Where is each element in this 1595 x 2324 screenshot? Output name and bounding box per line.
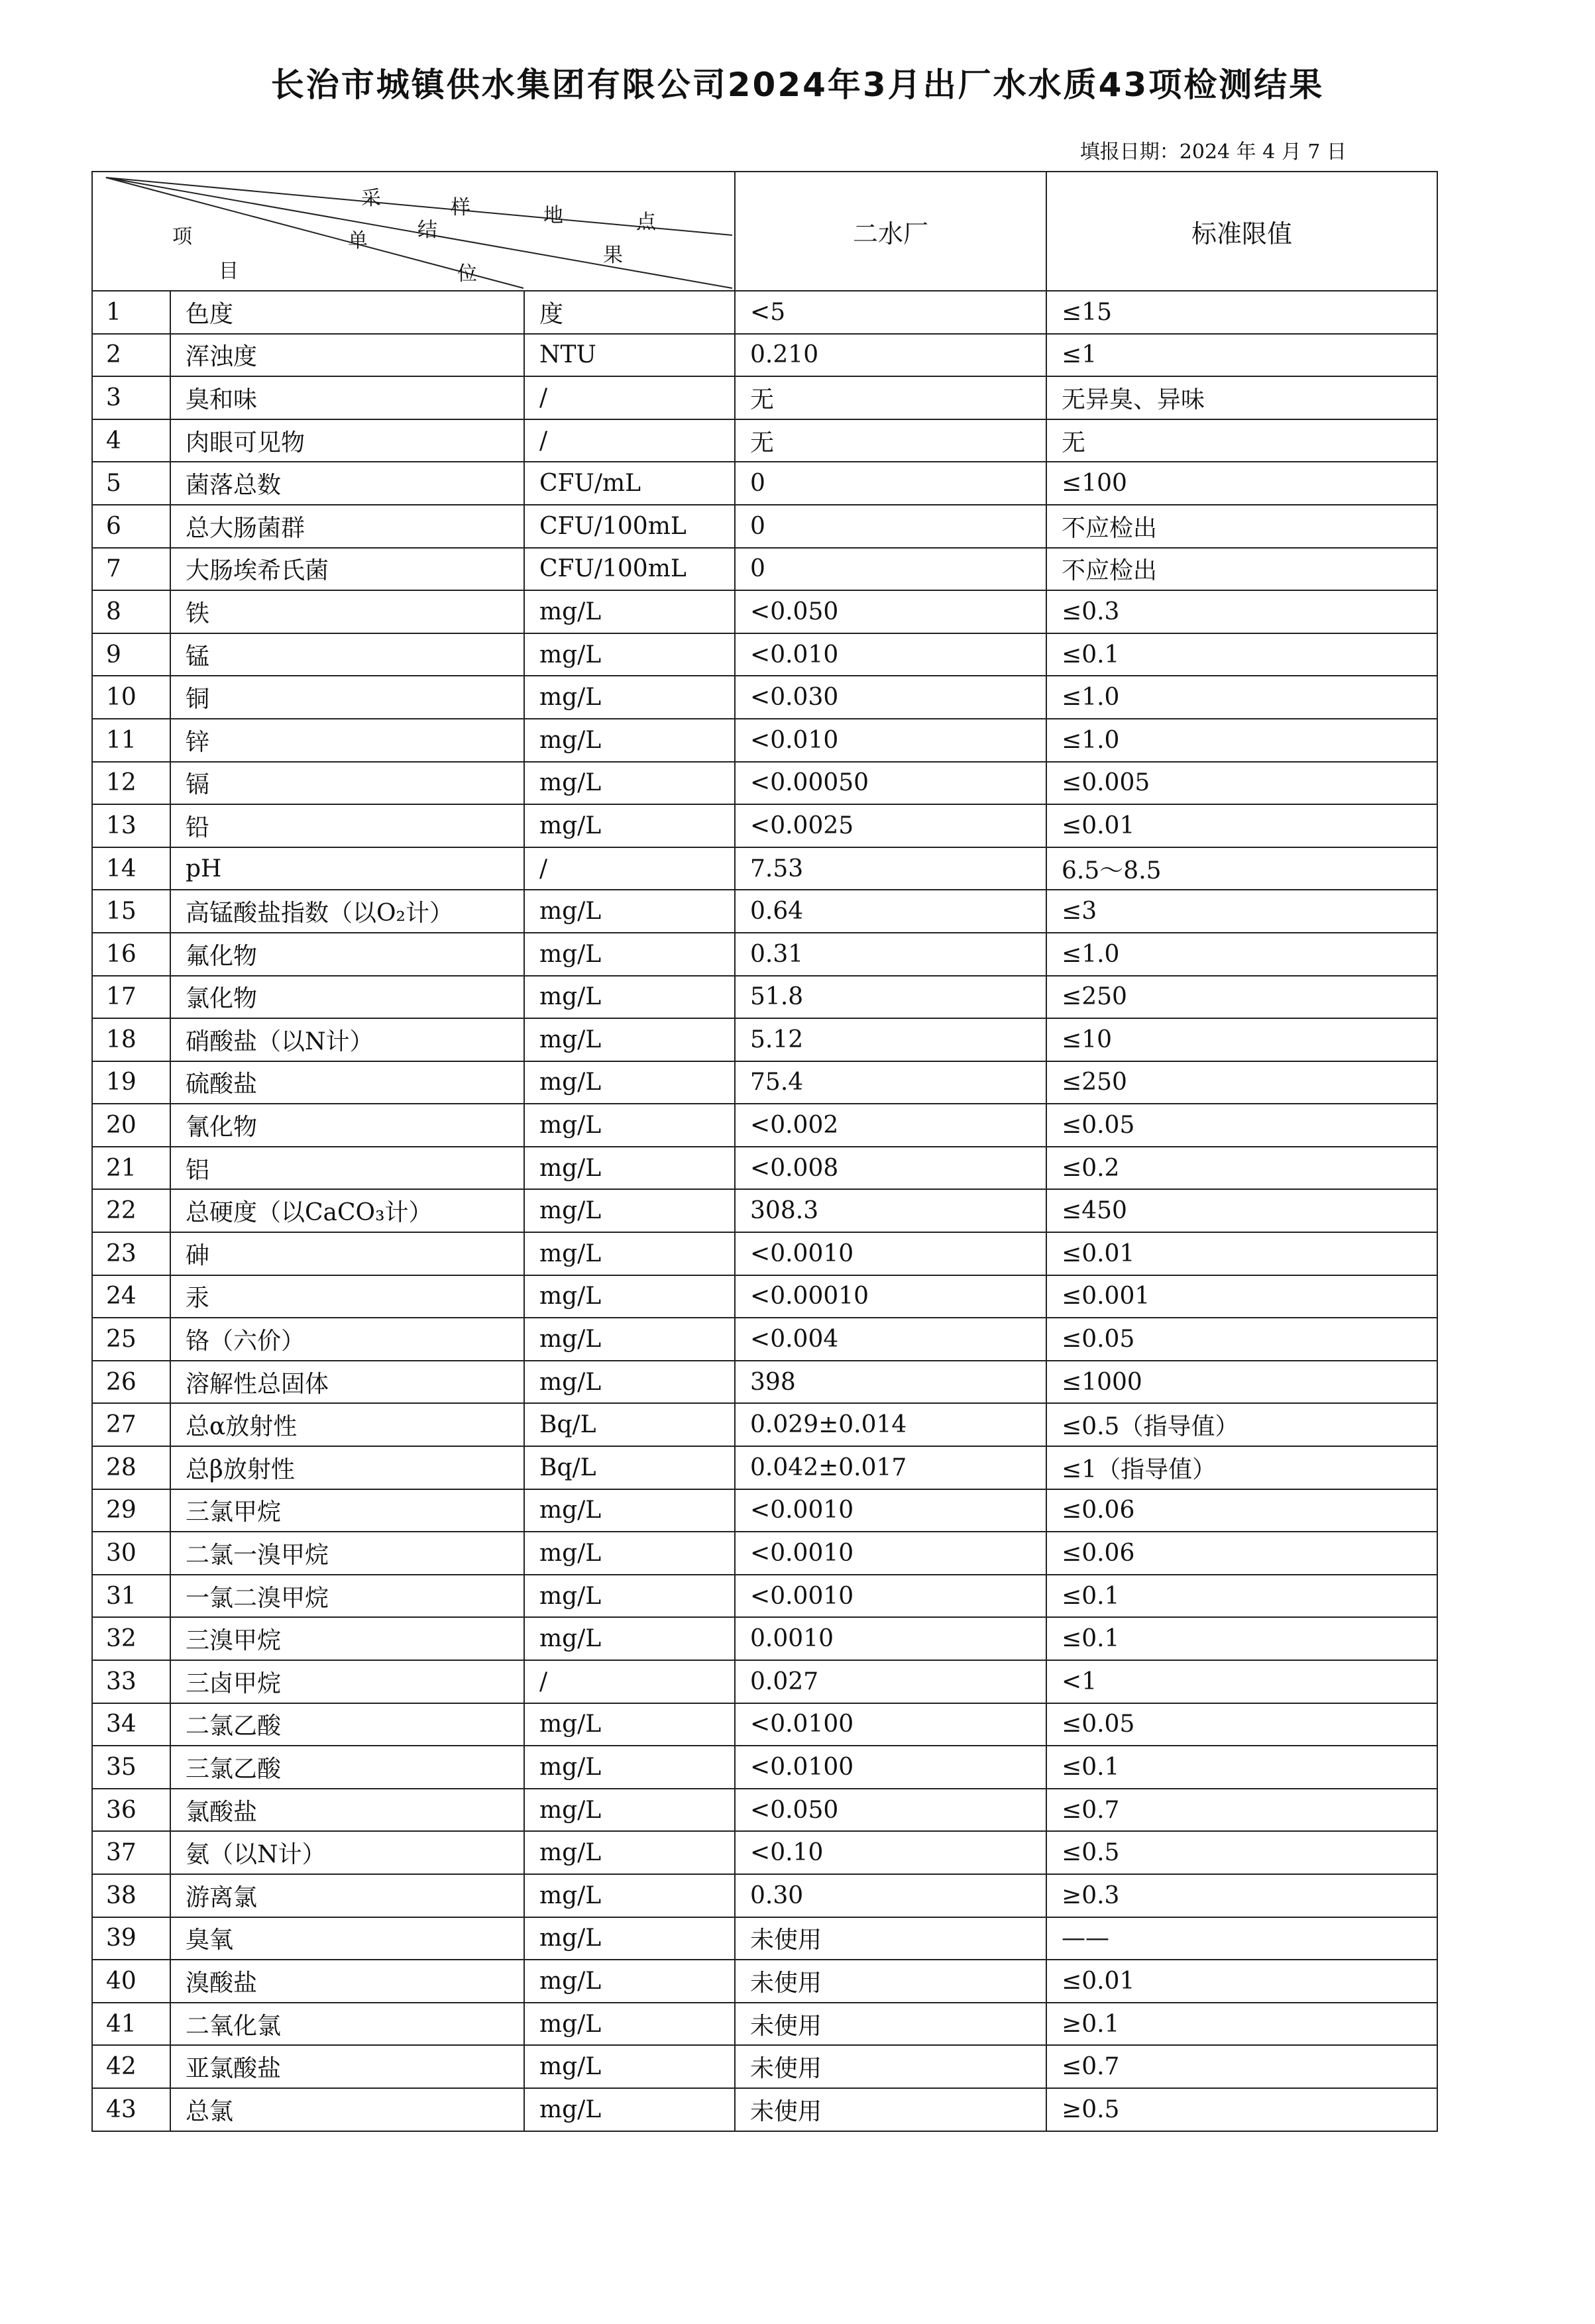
cell-item: 亚氯酸盐 bbox=[170, 2045, 524, 2088]
table-row bbox=[92, 847, 1437, 890]
cell-unit: mg/L bbox=[524, 1361, 735, 1404]
cell-value: 75.4 bbox=[735, 1061, 1046, 1104]
cell-unit: mg/L bbox=[524, 1061, 735, 1104]
table-row bbox=[92, 334, 1437, 377]
cell-number: 24 bbox=[92, 1275, 170, 1318]
cell-value: 51.8 bbox=[735, 976, 1046, 1019]
header-char: 位 bbox=[457, 262, 477, 286]
header-char: 点 bbox=[636, 211, 656, 234]
cell-limit: ≤0.1 bbox=[1046, 1575, 1437, 1618]
cell-number: 29 bbox=[92, 1489, 170, 1532]
cell-value: <0.0025 bbox=[735, 804, 1046, 847]
cell-limit: ≤0.7 bbox=[1046, 1789, 1437, 1832]
cell-item: 铜 bbox=[170, 676, 524, 719]
cell-unit: mg/L bbox=[524, 1532, 735, 1575]
table-row bbox=[92, 1960, 1437, 2003]
cell-unit: mg/L bbox=[524, 1617, 735, 1660]
cell-item: 大肠埃希氏菌 bbox=[170, 548, 524, 591]
cell-item: 硝酸盐（以N计） bbox=[170, 1018, 524, 1061]
cell-unit: / bbox=[524, 1660, 735, 1703]
cell-item: 氯酸盐 bbox=[170, 1789, 524, 1832]
table-row bbox=[92, 1446, 1437, 1489]
table-row bbox=[92, 1789, 1437, 1832]
cell-unit: mg/L bbox=[524, 1104, 735, 1147]
cell-item: 氟化物 bbox=[170, 933, 524, 976]
cell-unit: mg/L bbox=[524, 1831, 735, 1874]
cell-limit: ≤0.05 bbox=[1046, 1703, 1437, 1746]
cell-item: 臭氧 bbox=[170, 1917, 524, 1960]
cell-limit: ≤250 bbox=[1046, 976, 1437, 1019]
cell-unit: mg/L bbox=[524, 1232, 735, 1275]
report-date: 填报日期：2024 年 4 月 7 日 bbox=[1079, 140, 1347, 164]
cell-unit: mg/L bbox=[524, 1874, 735, 1917]
cell-number: 36 bbox=[92, 1789, 170, 1832]
cell-number: 9 bbox=[92, 633, 170, 676]
table-row bbox=[92, 633, 1437, 676]
table-row bbox=[92, 548, 1437, 591]
cell-limit: 无 bbox=[1046, 419, 1437, 462]
cell-item: 锰 bbox=[170, 633, 524, 676]
table-row bbox=[92, 933, 1437, 976]
cell-number: 42 bbox=[92, 2045, 170, 2088]
cell-value: 5.12 bbox=[735, 1018, 1046, 1061]
cell-limit: ≤100 bbox=[1046, 462, 1437, 505]
table-row bbox=[92, 1403, 1437, 1446]
table-row bbox=[92, 1532, 1437, 1575]
table-row bbox=[92, 804, 1437, 847]
cell-number: 38 bbox=[92, 1874, 170, 1917]
cell-value: <0.010 bbox=[735, 719, 1046, 762]
cell-value: 无 bbox=[735, 376, 1046, 419]
table-row bbox=[92, 2088, 1437, 2131]
cell-number: 22 bbox=[92, 1189, 170, 1232]
cell-value: 0.029±0.014 bbox=[735, 1403, 1046, 1446]
cell-value: <0.00050 bbox=[735, 762, 1046, 805]
table-row bbox=[92, 2045, 1437, 2088]
cell-item: 二氯一溴甲烷 bbox=[170, 1532, 524, 1575]
cell-value: 308.3 bbox=[735, 1189, 1046, 1232]
cell-number: 39 bbox=[92, 1917, 170, 1960]
cell-item: 总α放射性 bbox=[170, 1403, 524, 1446]
table-row bbox=[92, 1147, 1437, 1190]
cell-limit: <1 bbox=[1046, 1660, 1437, 1703]
cell-number: 37 bbox=[92, 1831, 170, 1874]
cell-number: 18 bbox=[92, 1018, 170, 1061]
cell-item: 肉眼可见物 bbox=[170, 419, 524, 462]
table-row bbox=[92, 1318, 1437, 1361]
cell-value: 7.53 bbox=[735, 847, 1046, 890]
cell-number: 7 bbox=[92, 548, 170, 591]
table-row bbox=[92, 376, 1437, 419]
cell-number: 28 bbox=[92, 1446, 170, 1489]
cell-limit: ≤0.1 bbox=[1046, 1617, 1437, 1660]
cell-unit: CFU/100mL bbox=[524, 548, 735, 591]
cell-limit: ≤0.2 bbox=[1046, 1147, 1437, 1190]
header-char: 地 bbox=[543, 204, 563, 227]
header-char: 目 bbox=[219, 260, 239, 283]
table-row bbox=[92, 1275, 1437, 1318]
cell-value: 0.210 bbox=[735, 334, 1046, 377]
cell-limit: ≥0.1 bbox=[1046, 2003, 1437, 2046]
cell-limit: ≤15 bbox=[1046, 291, 1437, 334]
cell-value: <0.0010 bbox=[735, 1575, 1046, 1618]
header-char: 单 bbox=[348, 229, 368, 252]
cell-number: 14 bbox=[92, 847, 170, 890]
cell-limit: ≤1 bbox=[1046, 334, 1437, 377]
header-char: 果 bbox=[603, 244, 623, 267]
cell-item: 铅 bbox=[170, 804, 524, 847]
cell-unit: mg/L bbox=[524, 2088, 735, 2131]
cell-unit: mg/L bbox=[524, 976, 735, 1019]
cell-limit: ≤0.5 bbox=[1046, 1831, 1437, 1874]
cell-unit: mg/L bbox=[524, 1275, 735, 1318]
cell-unit: mg/L bbox=[524, 676, 735, 719]
cell-item: 高锰酸盐指数（以O₂计） bbox=[170, 890, 524, 933]
cell-unit: mg/L bbox=[524, 1147, 735, 1190]
cell-unit: mg/L bbox=[524, 1189, 735, 1232]
cell-item: 三卤甲烷 bbox=[170, 1660, 524, 1703]
table-row bbox=[92, 1575, 1437, 1618]
cell-number: 10 bbox=[92, 676, 170, 719]
cell-item: 二氯乙酸 bbox=[170, 1703, 524, 1746]
cell-item: 浑浊度 bbox=[170, 334, 524, 377]
cell-value: <0.030 bbox=[735, 676, 1046, 719]
cell-value: 0.027 bbox=[735, 1660, 1046, 1703]
cell-limit: ≤1000 bbox=[1046, 1361, 1437, 1404]
cell-item: 三氯乙酸 bbox=[170, 1746, 524, 1789]
table-row bbox=[92, 505, 1437, 548]
cell-value: 未使用 bbox=[735, 2003, 1046, 2046]
cell-number: 27 bbox=[92, 1403, 170, 1446]
cell-limit: ≤0.06 bbox=[1046, 1532, 1437, 1575]
cell-number: 12 bbox=[92, 762, 170, 805]
table-header-row bbox=[92, 172, 1437, 291]
cell-limit: 6.5～8.5 bbox=[1046, 847, 1437, 890]
cell-limit: ≥0.5 bbox=[1046, 2088, 1437, 2131]
cell-limit: ≤0.1 bbox=[1046, 1746, 1437, 1789]
table-row bbox=[92, 976, 1437, 1019]
cell-unit: mg/L bbox=[524, 590, 735, 633]
cell-number: 4 bbox=[92, 419, 170, 462]
cell-unit: mg/L bbox=[524, 762, 735, 805]
cell-unit: mg/L bbox=[524, 1703, 735, 1746]
cell-unit: Bq/L bbox=[524, 1446, 735, 1489]
cell-unit: Bq/L bbox=[524, 1403, 735, 1446]
cell-value: <0.010 bbox=[735, 633, 1046, 676]
cell-unit: mg/L bbox=[524, 1489, 735, 1532]
cell-unit: CFU/100mL bbox=[524, 505, 735, 548]
cell-unit: mg/L bbox=[524, 1917, 735, 1960]
table-row bbox=[92, 1917, 1437, 1960]
table-row bbox=[92, 1104, 1437, 1147]
cell-number: 2 bbox=[92, 334, 170, 377]
cell-number: 23 bbox=[92, 1232, 170, 1275]
cell-value: <0.0010 bbox=[735, 1232, 1046, 1275]
cell-item: 总硬度（以CaCO₃计） bbox=[170, 1189, 524, 1232]
table-row bbox=[92, 1660, 1437, 1703]
cell-item: 锌 bbox=[170, 719, 524, 762]
table-row bbox=[92, 1489, 1437, 1532]
cell-value: 未使用 bbox=[735, 2045, 1046, 2088]
cell-item: 汞 bbox=[170, 1275, 524, 1318]
cell-limit: ≤0.01 bbox=[1046, 804, 1437, 847]
cell-number: 41 bbox=[92, 2003, 170, 2046]
table-row bbox=[92, 719, 1437, 762]
cell-number: 11 bbox=[92, 719, 170, 762]
cell-value: <0.0010 bbox=[735, 1532, 1046, 1575]
cell-limit: ≤1.0 bbox=[1046, 676, 1437, 719]
table-row bbox=[92, 462, 1437, 505]
table-row bbox=[92, 1232, 1437, 1275]
cell-unit: mg/L bbox=[524, 719, 735, 762]
cell-item: 二氧化氯 bbox=[170, 2003, 524, 2046]
cell-number: 33 bbox=[92, 1660, 170, 1703]
table-row bbox=[92, 1746, 1437, 1789]
cell-number: 5 bbox=[92, 462, 170, 505]
cell-limit: ≥0.3 bbox=[1046, 1874, 1437, 1917]
cell-number: 43 bbox=[92, 2088, 170, 2131]
cell-number: 40 bbox=[92, 1960, 170, 2003]
cell-item: 硫酸盐 bbox=[170, 1061, 524, 1104]
cell-item: 三溴甲烷 bbox=[170, 1617, 524, 1660]
cell-unit: / bbox=[524, 376, 735, 419]
cell-item: 氨（以N计） bbox=[170, 1831, 524, 1874]
cell-limit: 不应检出 bbox=[1046, 548, 1437, 591]
cell-value: 0.30 bbox=[735, 1874, 1046, 1917]
header-char: 结 bbox=[417, 219, 437, 242]
cell-limit: ≤1.0 bbox=[1046, 719, 1437, 762]
cell-item: 溴酸盐 bbox=[170, 1960, 524, 2003]
cell-value: 0.31 bbox=[735, 933, 1046, 976]
cell-value: <0.004 bbox=[735, 1318, 1046, 1361]
cell-value: <0.008 bbox=[735, 1147, 1046, 1190]
cell-unit: / bbox=[524, 419, 735, 462]
cell-number: 16 bbox=[92, 933, 170, 976]
cell-item: 三氯甲烷 bbox=[170, 1489, 524, 1532]
cell-number: 17 bbox=[92, 976, 170, 1019]
cell-item: 一氯二溴甲烷 bbox=[170, 1575, 524, 1618]
cell-item: 总大肠菌群 bbox=[170, 505, 524, 548]
cell-unit: mg/L bbox=[524, 633, 735, 676]
table-row bbox=[92, 1018, 1437, 1061]
cell-value: 0 bbox=[735, 548, 1046, 591]
cell-limit: ≤250 bbox=[1046, 1061, 1437, 1104]
diagonal-header-cell bbox=[92, 172, 735, 291]
cell-value: 0 bbox=[735, 462, 1046, 505]
cell-limit: 不应检出 bbox=[1046, 505, 1437, 548]
cell-unit: / bbox=[524, 847, 735, 890]
table-row bbox=[92, 1189, 1437, 1232]
cell-value: <0.0100 bbox=[735, 1746, 1046, 1789]
cell-unit: 度 bbox=[524, 291, 735, 334]
header-char: 采 bbox=[361, 187, 381, 210]
cell-unit: mg/L bbox=[524, 2045, 735, 2088]
cell-value: 0.0010 bbox=[735, 1617, 1046, 1660]
cell-limit: ≤0.1 bbox=[1046, 633, 1437, 676]
table-row bbox=[92, 590, 1437, 633]
cell-limit: ≤0.3 bbox=[1046, 590, 1437, 633]
cell-unit: NTU bbox=[524, 334, 735, 377]
cell-unit: CFU/mL bbox=[524, 462, 735, 505]
table-row bbox=[92, 2003, 1437, 2046]
cell-item: 砷 bbox=[170, 1232, 524, 1275]
cell-unit: mg/L bbox=[524, 2003, 735, 2046]
cell-item: 色度 bbox=[170, 291, 524, 334]
cell-value: 未使用 bbox=[735, 1960, 1046, 2003]
cell-value: <5 bbox=[735, 291, 1046, 334]
cell-item: 镉 bbox=[170, 762, 524, 805]
cell-value: 未使用 bbox=[735, 2088, 1046, 2131]
cell-limit: ≤0.05 bbox=[1046, 1318, 1437, 1361]
cell-value: <0.0100 bbox=[735, 1703, 1046, 1746]
cell-number: 13 bbox=[92, 804, 170, 847]
cell-limit: ≤0.06 bbox=[1046, 1489, 1437, 1532]
cell-item: 游离氯 bbox=[170, 1874, 524, 1917]
cell-item: 氰化物 bbox=[170, 1104, 524, 1147]
cell-number: 8 bbox=[92, 590, 170, 633]
cell-number: 26 bbox=[92, 1361, 170, 1404]
cell-item: 铬（六价） bbox=[170, 1318, 524, 1361]
cell-limit: 无异臭、异味 bbox=[1046, 376, 1437, 419]
cell-value: <0.10 bbox=[735, 1831, 1046, 1874]
table-row bbox=[92, 676, 1437, 719]
cell-limit: ≤0.005 bbox=[1046, 762, 1437, 805]
table-row bbox=[92, 1831, 1437, 1874]
header-char: 样 bbox=[451, 196, 470, 219]
table-row bbox=[92, 1617, 1437, 1660]
cell-unit: mg/L bbox=[524, 1960, 735, 2003]
cell-value: 0.042±0.017 bbox=[735, 1446, 1046, 1489]
document-title: 长治市城镇供水集团有限公司2024年3月出厂水水质43项检测结果 bbox=[270, 66, 1325, 104]
table-row bbox=[92, 890, 1437, 933]
cell-unit: mg/L bbox=[524, 804, 735, 847]
cell-limit: ≤3 bbox=[1046, 890, 1437, 933]
cell-number: 21 bbox=[92, 1147, 170, 1190]
cell-limit: ≤0.01 bbox=[1046, 1960, 1437, 2003]
cell-limit: ≤450 bbox=[1046, 1189, 1437, 1232]
column-header-limit: 标准限值 bbox=[1046, 172, 1437, 291]
cell-value: <0.00010 bbox=[735, 1275, 1046, 1318]
table-row bbox=[92, 419, 1437, 462]
cell-value: 0.64 bbox=[735, 890, 1046, 933]
cell-unit: mg/L bbox=[524, 1575, 735, 1618]
table-row bbox=[92, 762, 1437, 805]
cell-limit: ≤1（指导值） bbox=[1046, 1446, 1437, 1489]
cell-item: 总β放射性 bbox=[170, 1446, 524, 1489]
cell-unit: mg/L bbox=[524, 1018, 735, 1061]
cell-limit: ≤0.05 bbox=[1046, 1104, 1437, 1147]
cell-unit: mg/L bbox=[524, 1789, 735, 1832]
cell-value: 0 bbox=[735, 505, 1046, 548]
cell-number: 35 bbox=[92, 1746, 170, 1789]
cell-unit: mg/L bbox=[524, 1746, 735, 1789]
cell-number: 20 bbox=[92, 1104, 170, 1147]
cell-item: 菌落总数 bbox=[170, 462, 524, 505]
cell-number: 31 bbox=[92, 1575, 170, 1618]
cell-limit: ≤10 bbox=[1046, 1018, 1437, 1061]
cell-value: <0.050 bbox=[735, 1789, 1046, 1832]
cell-item: 总氯 bbox=[170, 2088, 524, 2131]
cell-unit: mg/L bbox=[524, 933, 735, 976]
cell-limit: ≤0.5（指导值） bbox=[1046, 1403, 1437, 1446]
cell-value: 398 bbox=[735, 1361, 1046, 1404]
header-char: 项 bbox=[172, 225, 192, 248]
cell-number: 19 bbox=[92, 1061, 170, 1104]
cell-limit: ≤0.001 bbox=[1046, 1275, 1437, 1318]
cell-limit: ≤1.0 bbox=[1046, 933, 1437, 976]
cell-value: 无 bbox=[735, 419, 1046, 462]
cell-item: 铝 bbox=[170, 1147, 524, 1190]
cell-number: 32 bbox=[92, 1617, 170, 1660]
cell-number: 25 bbox=[92, 1318, 170, 1361]
cell-value: <0.050 bbox=[735, 590, 1046, 633]
cell-number: 15 bbox=[92, 890, 170, 933]
table-row bbox=[92, 1061, 1437, 1104]
table-row bbox=[92, 1874, 1437, 1917]
cell-value: 未使用 bbox=[735, 1917, 1046, 1960]
cell-number: 34 bbox=[92, 1703, 170, 1746]
cell-number: 1 bbox=[92, 291, 170, 334]
cell-item: pH bbox=[170, 847, 524, 890]
cell-item: 溶解性总固体 bbox=[170, 1361, 524, 1404]
water-quality-table bbox=[91, 171, 1438, 2132]
table-row bbox=[92, 1361, 1437, 1404]
cell-number: 6 bbox=[92, 505, 170, 548]
cell-unit: mg/L bbox=[524, 1318, 735, 1361]
table-row bbox=[92, 1703, 1437, 1746]
cell-limit: ≤0.01 bbox=[1046, 1232, 1437, 1275]
cell-unit: mg/L bbox=[524, 890, 735, 933]
cell-limit: ≤0.7 bbox=[1046, 2045, 1437, 2088]
cell-value: <0.0010 bbox=[735, 1489, 1046, 1532]
cell-item: 臭和味 bbox=[170, 376, 524, 419]
cell-item: 氯化物 bbox=[170, 976, 524, 1019]
cell-number: 30 bbox=[92, 1532, 170, 1575]
cell-number: 3 bbox=[92, 376, 170, 419]
cell-limit: —— bbox=[1046, 1917, 1437, 1960]
table-row bbox=[92, 291, 1437, 334]
cell-value: <0.002 bbox=[735, 1104, 1046, 1147]
cell-item: 铁 bbox=[170, 590, 524, 633]
column-header-plant: 二水厂 bbox=[735, 172, 1046, 291]
